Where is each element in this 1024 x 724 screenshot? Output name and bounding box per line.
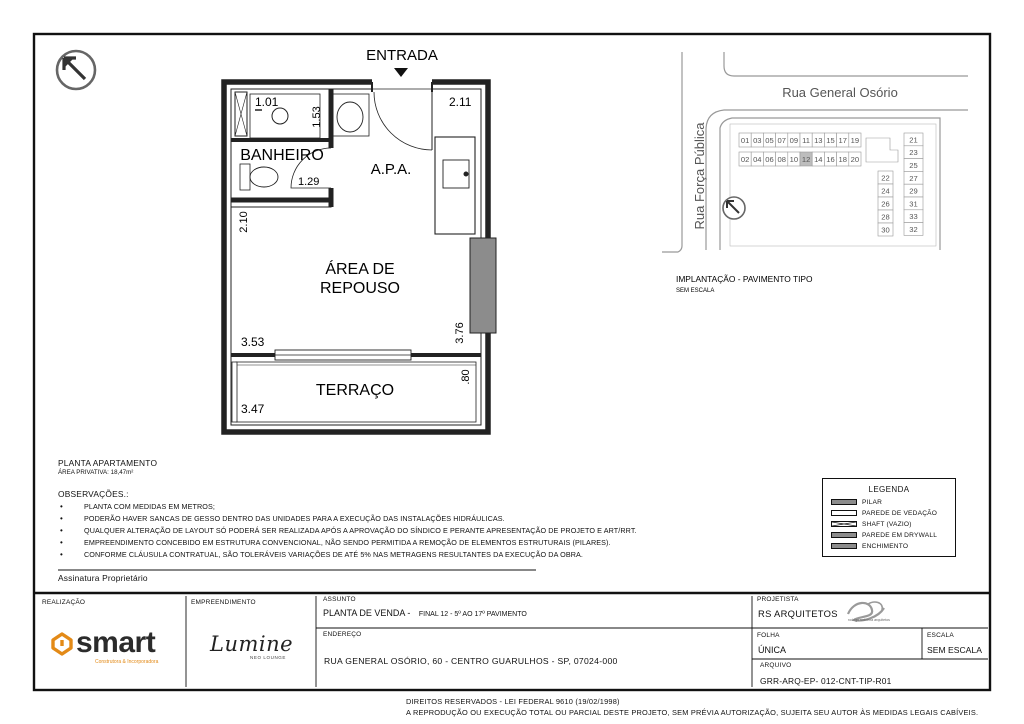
legend-item-pilar bbox=[831, 497, 882, 507]
site-unit-label: 32 bbox=[909, 225, 918, 234]
site-unit-label: 28 bbox=[881, 212, 890, 222]
legend-swatch-pilar bbox=[831, 499, 857, 505]
endereco-label: ENDEREÇO bbox=[323, 631, 362, 638]
legend-swatch-sealing-wall bbox=[831, 510, 857, 516]
dim-0-80: .80 bbox=[460, 369, 472, 385]
smart-logo-icon bbox=[50, 632, 74, 656]
legend-label: SHAFT (VAZIO) bbox=[862, 520, 912, 528]
legend-swatch-filling bbox=[831, 543, 857, 549]
site-unit-label: 14 bbox=[814, 155, 823, 164]
site-unit-label: 01 bbox=[740, 136, 750, 145]
site-unit-label: 04 bbox=[753, 155, 762, 164]
arquivo-label: ARQUIVO bbox=[760, 662, 792, 669]
site-unit-label: 12 bbox=[801, 155, 811, 164]
site-unit-label: 24 bbox=[881, 186, 890, 196]
folha-value: ÚNICA bbox=[758, 645, 787, 655]
dim-1-01: 1.01 bbox=[255, 95, 279, 109]
legend-box bbox=[822, 478, 956, 557]
room-label-rest-2: REPOUSO bbox=[319, 280, 401, 297]
site-unit-label: 16 bbox=[826, 155, 835, 164]
legend-label: PAREDE EM DRYWALL bbox=[862, 531, 938, 539]
site-unit-label: 31 bbox=[909, 199, 918, 209]
site-unit-label: 25 bbox=[909, 161, 918, 170]
site-unit-label: 15 bbox=[826, 136, 835, 145]
site-core bbox=[866, 138, 898, 162]
legend-title: LEGENDA bbox=[868, 485, 910, 494]
observations-list bbox=[58, 501, 637, 561]
site-unit-label: 20 bbox=[850, 155, 860, 164]
observation-item: • QUALQUER ALTERAÇÃO DE LAYOUT SÓ PODERÁ SER REALIZADA APÓS A APROVAÇÃO DO SÍNDICO E PERANTE APRESENTAÇÃO DE PROJETO E ART/RRT. bbox=[58, 525, 637, 537]
legend-item-filling bbox=[831, 541, 908, 551]
dim-3-47: 3.47 bbox=[241, 402, 265, 416]
observations-title: OBSERVAÇÕES.: bbox=[58, 489, 129, 499]
street-label-left: Rua Força Pública bbox=[692, 122, 707, 230]
smart-wordmark: smart bbox=[76, 626, 156, 659]
room-label-terrace: TERRAÇO bbox=[315, 382, 395, 399]
site-units bbox=[739, 133, 923, 236]
site-north-arrow-icon bbox=[723, 197, 745, 219]
observation-item: • PLANTA COM MEDIDAS EM METROS; bbox=[58, 501, 637, 513]
observation-item: • PODERÃO HAVER SANCAS DE GESSO DENTRO DAS UNIDADES PARA A EXECUÇÃO DAS INSTALAÇÕES HIDRÁULICAS. bbox=[58, 513, 637, 525]
assunto-label: ASSUNTO bbox=[323, 596, 356, 603]
site-unit-label: 23 bbox=[909, 148, 918, 158]
sheet-border bbox=[34, 34, 990, 690]
site-unit-label: 33 bbox=[909, 212, 918, 222]
site-unit-label: 22 bbox=[881, 173, 890, 183]
room-label-bathroom: BANHEIRO bbox=[240, 147, 324, 164]
projetista-label: PROJETISTA bbox=[757, 596, 799, 603]
private-area-value: 18,47m² bbox=[110, 469, 134, 476]
signature-label: Assinatura Proprietário bbox=[58, 573, 148, 583]
legend-swatch-shaft bbox=[831, 521, 857, 527]
dim-1-53: 1.53 bbox=[311, 106, 323, 128]
dim-3-53: 3.53 bbox=[241, 335, 265, 349]
dim-2-10: 2.10 bbox=[238, 211, 250, 233]
site-unit-label: 05 bbox=[765, 136, 774, 145]
north-arrow-icon bbox=[57, 51, 95, 89]
site-unit-label: 13 bbox=[814, 136, 823, 145]
legend-item-shaft bbox=[831, 519, 912, 529]
rs-logo-subtitle: rodrigo sobreira arquitetos bbox=[848, 618, 890, 622]
legend-item-sealing-wall bbox=[831, 508, 937, 518]
lumine-wordmark: Lumine bbox=[210, 632, 294, 656]
escala-value: SEM ESCALA bbox=[927, 645, 982, 655]
site-plan-title: IMPLANTAÇÃO - PAVIMENTO TIPO bbox=[676, 274, 813, 284]
arquivo-value: GRR-ARQ-EP- 012-CNT-TIP-R01 bbox=[760, 676, 892, 686]
site-unit-label: 03 bbox=[753, 136, 762, 145]
realizacao-label: REALIZAÇÃO bbox=[42, 599, 86, 606]
escala-label: ESCALA bbox=[927, 632, 954, 639]
street-label-top: Rua General Osório bbox=[782, 85, 898, 100]
entrance-arrow-icon bbox=[394, 68, 408, 77]
endereco-value: RUA GENERAL OSÓRIO, 60 - CENTRO GUARULHOS - SP, 07024-000 bbox=[324, 656, 618, 666]
footer-rights: DIREITOS RESERVADOS - LEI FEDERAL 9610 (19/02/1998) bbox=[406, 697, 620, 706]
plan-title: PLANTA APARTAMENTO bbox=[58, 458, 158, 468]
site-unit-label: 27 bbox=[909, 173, 918, 183]
empreendimento-label: EMPREENDIMENTO bbox=[191, 599, 256, 606]
site-unit-label: 08 bbox=[777, 155, 786, 164]
dim-3-76: 3.76 bbox=[454, 322, 466, 344]
floor-plan bbox=[224, 79, 496, 432]
smart-logo bbox=[50, 626, 180, 668]
legend-label: PILAR bbox=[862, 498, 883, 506]
entrance-label: ENTRADA bbox=[366, 47, 438, 64]
room-label-rest-1: ÁREA DE bbox=[325, 261, 395, 278]
site-unit-label: 18 bbox=[838, 155, 847, 164]
private-area bbox=[58, 469, 133, 476]
site-unit-label: 30 bbox=[881, 225, 890, 235]
site-unit-label: 11 bbox=[802, 136, 811, 145]
assunto-value bbox=[323, 608, 527, 618]
site-unit-label: 29 bbox=[909, 186, 918, 196]
dim-1-29: 1.29 bbox=[298, 176, 320, 188]
site-unit-label: 07 bbox=[777, 136, 786, 145]
projetista-value: RS ARQUITETOS bbox=[758, 608, 838, 619]
legend-swatch-drywall bbox=[831, 532, 857, 538]
private-area-label: ÁREA PRIVATIVA: bbox=[58, 469, 109, 476]
site-unit-label: 17 bbox=[838, 136, 847, 145]
site-unit-label: 26 bbox=[881, 199, 890, 209]
site-unit-label: 19 bbox=[850, 136, 860, 145]
titleblock-grid bbox=[186, 596, 988, 687]
legend-label: PAREDE DE VEDAÇÃO bbox=[862, 509, 938, 517]
room-label-apa: A.P.A. bbox=[370, 161, 412, 178]
legend-label: ENCHIMENTO bbox=[862, 542, 909, 550]
footer-notice: A REPRODUÇÃO OU EXECUÇÃO TOTAL OU PARCIAL DESTE PROJETO, SEM PRÉVIA AUTORIZAÇÃO, SUJEITA SEU AUTOR ÀS MEDIDAS LEGAIS CABÍVEIS. bbox=[406, 708, 979, 717]
assunto-detail: FINAL 12 - 5º AO 17º PAVIMENTO bbox=[418, 611, 527, 618]
site-unit-label: 09 bbox=[789, 136, 799, 145]
site-plan-scale: SEM ESCALA bbox=[676, 288, 715, 294]
site-unit-label: 06 bbox=[765, 155, 774, 164]
lumine-tagline: NEO LOUNGE bbox=[250, 655, 287, 660]
observation-item: • EMPREENDIMENTO CONCEBIDO EM ESTRUTURA CONVENCIONAL, NÃO SENDO PERMITIDA A REMOÇÃO DE ELEMENTOS ESTRUTURAIS (PILARES). bbox=[58, 537, 637, 549]
observation-item: • CONFORME CLÁUSULA CONTRATUAL, SÃO TOLERÁVEIS VARIAÇÕES DE ATÉ 5% NAS METRAGENS RESULTANTES DA EXECUÇÃO DA OBRA. bbox=[58, 549, 637, 561]
dim-2-11: 2.11 bbox=[449, 95, 472, 109]
site-unit-label: 10 bbox=[789, 155, 799, 164]
legend-item-drywall bbox=[831, 530, 937, 540]
assunto-main: PLANTA DE VENDA - bbox=[323, 608, 411, 618]
folha-label: FOLHA bbox=[757, 632, 780, 639]
smart-tagline: Construtora & Incorporadora bbox=[95, 659, 159, 665]
site-unit-label: 02 bbox=[740, 155, 750, 164]
site-unit-label: 21 bbox=[909, 135, 918, 145]
